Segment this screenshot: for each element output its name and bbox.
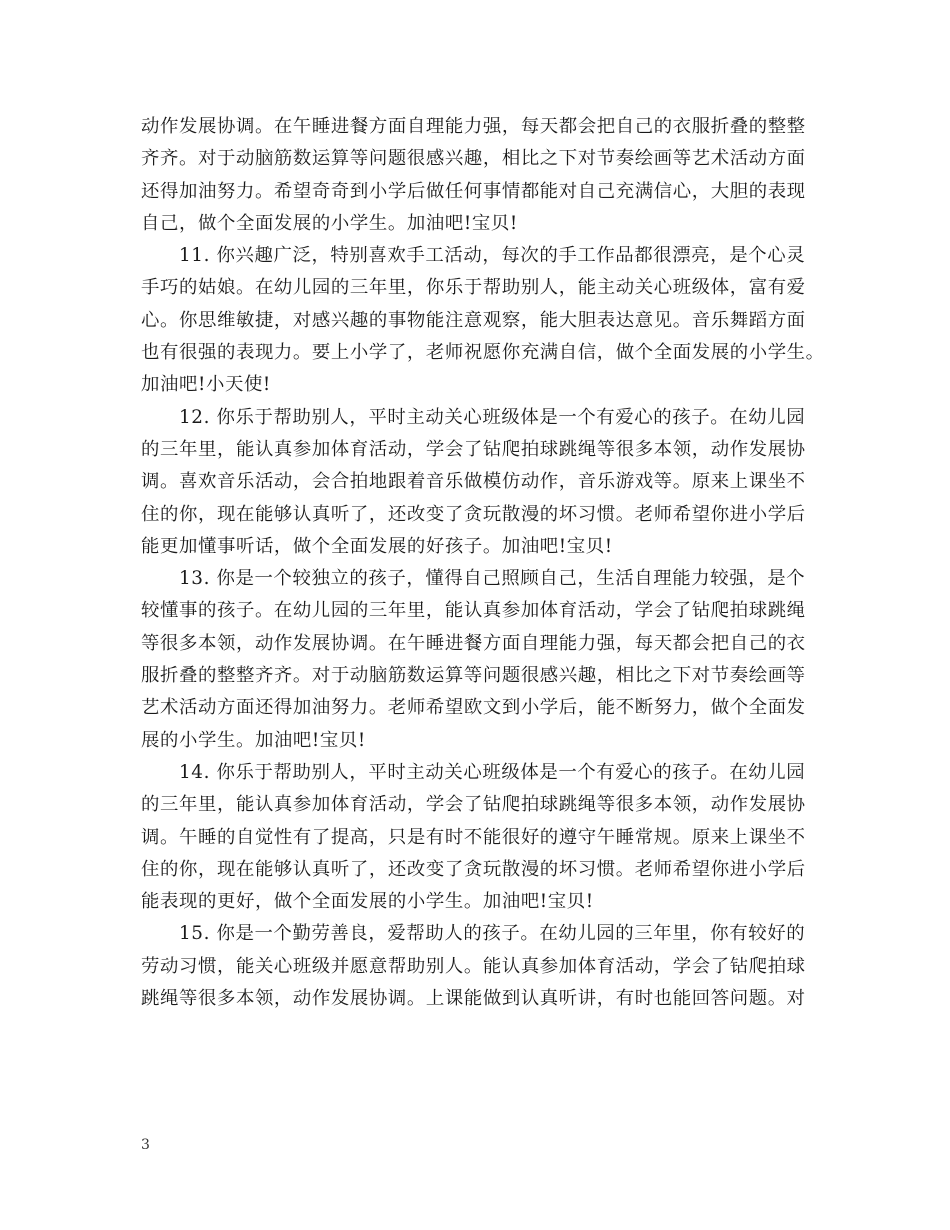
- text-line: 跳绳等很多本领，动作发展协调。上课能做到认真听讲，有时也能回答问题。对: [141, 988, 806, 1010]
- text-line: 加油吧!小天使!: [141, 374, 271, 396]
- text-line: 14. 你乐于帮助别人，平时主动关心班级体是一个有爱心的孩子。在幼儿园: [179, 761, 806, 783]
- text-line: 手巧的姑娘。在幼儿园的三年里，你乐于帮助别人，能主动关心班级体，富有爱: [141, 277, 806, 299]
- text-line: 的三年里，能认真参加体育活动，学会了钻爬拍球跳绳等很多本领，动作发展协: [141, 794, 806, 816]
- text-line: 心。你思维敏捷，对感兴趣的事物能注意观察，能大胆表达意见。音乐舞蹈方面: [141, 309, 806, 331]
- text-line: 劳动习惯，能关心班级并愿意帮助别人。能认真参加体育活动，学会了钻爬拍球: [141, 955, 806, 977]
- text-line: 展的小学生。加油吧!宝贝!: [141, 729, 366, 751]
- text-line: 11. 你兴趣广泛，特别喜欢手工活动，每次的手工作品都很漂亮，是个心灵: [179, 245, 806, 267]
- text-line: 也有很强的表现力。要上小学了，老师祝愿你充满自信，做个全面发展的小学生。: [141, 342, 825, 364]
- text-line: 调。喜欢音乐活动，会合拍地跟着音乐做模仿动作，音乐游戏等。原来上课坐不: [141, 471, 806, 493]
- text-line: 12. 你乐于帮助别人，平时主动关心班级体是一个有爱心的孩子。在幼儿园: [179, 406, 806, 428]
- text-line: 较懂事的孩子。在幼儿园的三年里，能认真参加体育活动，学会了钻爬拍球跳绳: [141, 600, 806, 622]
- text-line: 15. 你是一个勤劳善良，爱帮助人的孩子。在幼儿园的三年里，你有较好的: [179, 923, 806, 945]
- text-line: 的三年里，能认真参加体育活动，学会了钻爬拍球跳绳等很多本领，动作发展协: [141, 438, 806, 460]
- text-line: 住的你，现在能够认真听了，还改变了贪玩散漫的坏习惯。老师希望你进小学后: [141, 503, 806, 525]
- text-line: 艺术活动方面还得加油努力。老师希望欧文到小学后，能不断努力，做个全面发: [141, 697, 806, 719]
- text-line: 动作发展协调。在午睡进餐方面自理能力强，每天都会把自己的衣服折叠的整整: [141, 116, 806, 137]
- text-line: 能更加懂事听话，做个全面发展的好孩子。加油吧!宝贝!: [141, 535, 613, 557]
- text-line: 等很多本领，动作发展协调。在午睡进餐方面自理能力强，每天都会把自己的衣: [141, 632, 806, 654]
- text-line: 还得加油努力。希望奇奇到小学后做任何事情都能对自己充满信心，大胆的表现: [141, 180, 806, 202]
- text-line: 能表现的更好，做个全面发展的小学生。加油吧!宝贝!: [141, 891, 594, 913]
- text-line: 服折叠的整整齐齐。对于动脑筋数运算等问题很感兴趣，相比之下对节奏绘画等: [141, 665, 806, 687]
- page-number: 3: [141, 1137, 150, 1153]
- text-line: 13. 你是一个较独立的孩子，懂得自己照顾自己，生活自理能力较强，是个: [179, 568, 806, 590]
- document-body: [141, 111, 825, 1015]
- text-line: 住的你，现在能够认真听了，还改变了贪玩散漫的坏习惯。老师希望你进小学后: [141, 858, 806, 880]
- text-line: 齐齐。对于动脑筋数运算等问题很感兴趣，相比之下对节奏绘画等艺术活动方面: [141, 148, 806, 170]
- text-line: 自己，做个全面发展的小学生。加油吧!宝贝!: [141, 212, 518, 234]
- text-line: 调。午睡的自觉性有了提高，只是有时不能很好的遵守午睡常规。原来上课坐不: [141, 826, 806, 848]
